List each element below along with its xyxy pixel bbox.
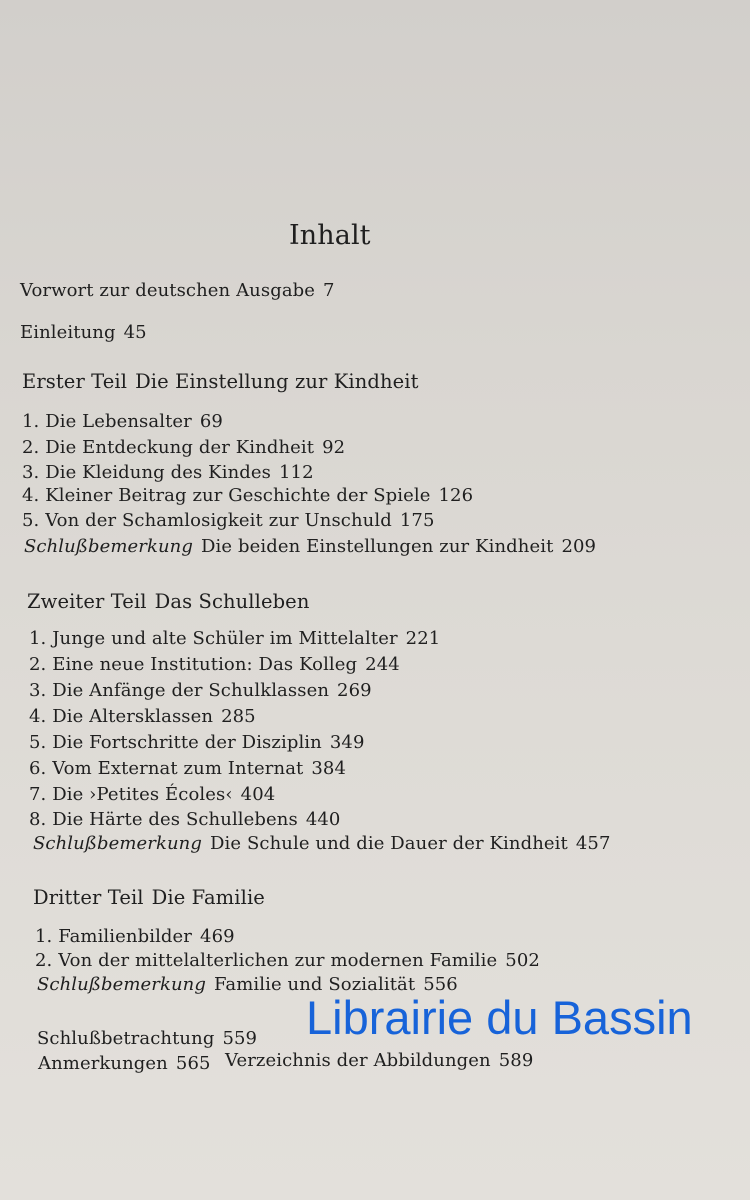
entry-label: Vorwort zur deutschen Ausgabe — [20, 280, 316, 301]
page-number: 269 — [337, 680, 372, 701]
chapter-number: 8. — [29, 809, 47, 830]
part-heading-3 — [33, 886, 265, 909]
chapter-number: 1. — [35, 926, 53, 947]
chapter-number: 6. — [29, 758, 47, 779]
chapter-number: 3. — [29, 680, 47, 701]
page-number: 126 — [438, 485, 474, 506]
toc-entry — [22, 437, 345, 458]
entry-label: Anmerkungen — [38, 1053, 168, 1074]
toc-entry — [29, 680, 372, 701]
page-number: 45 — [123, 322, 147, 343]
entry-label: Familienbilder — [58, 926, 193, 947]
part-subtitle: Die Einstellung zur Kindheit — [135, 370, 419, 393]
toc-entry — [22, 411, 223, 432]
chapter-number: 4. — [29, 706, 47, 727]
part-heading-2 — [27, 590, 309, 613]
toc-entry-closing — [24, 536, 596, 557]
page-number: 175 — [399, 510, 435, 531]
page-number: 440 — [305, 809, 341, 830]
entry-label: Schlußbetrachtung — [37, 1028, 215, 1049]
chapter-number: 7. — [29, 784, 47, 805]
toc-entry — [29, 706, 256, 727]
toc-entry-vorwort — [20, 280, 335, 301]
page-number: 469 — [200, 926, 235, 947]
part-subtitle: Die Familie — [151, 886, 265, 909]
chapter-number: 1. — [29, 628, 47, 649]
toc-entry — [22, 485, 473, 506]
toc-entry-anmerkungen — [38, 1053, 211, 1074]
entry-label: Familie und Sozialität — [214, 974, 416, 995]
toc-entry — [29, 628, 440, 649]
part-label: Dritter Teil — [33, 886, 144, 909]
page-number: 349 — [329, 732, 365, 753]
toc-entry — [22, 462, 314, 483]
entry-label: Die Entdeckung der Kindheit — [45, 437, 315, 458]
entry-label: Die ›Petites Écoles‹ — [52, 784, 233, 805]
entry-label: Kleiner Beitrag zur Geschichte der Spiele — [45, 485, 431, 506]
chapter-number: 1. — [22, 411, 40, 432]
part-label: Erster Teil — [22, 370, 128, 393]
toc-entry — [29, 758, 346, 779]
watermark: Librairie du Bassin — [306, 991, 693, 1044]
page-number: 69 — [199, 411, 223, 432]
chapter-number: 3. — [22, 462, 40, 483]
page-number: 589 — [498, 1050, 534, 1071]
chapter-number: 2. — [35, 950, 53, 971]
page-number: 502 — [505, 950, 540, 971]
page-number: 244 — [365, 654, 400, 675]
chapter-number: 2. — [29, 654, 47, 675]
chapter-number: 4. — [22, 485, 40, 506]
entry-label: Die Härte des Schullebens — [52, 809, 298, 830]
toc-entry-einleitung — [20, 322, 147, 343]
entry-label: Eine neue Institution: Das Kolleg — [52, 654, 358, 675]
page-number: 285 — [221, 706, 256, 727]
toc-entry — [29, 732, 365, 753]
entry-label: Die Schule und die Dauer der Kindheit — [210, 833, 568, 854]
entry-label: Die Anfänge der Schulklassen — [52, 680, 330, 701]
page-number: 7 — [323, 280, 335, 301]
entry-label: Einleitung — [20, 322, 116, 343]
toc-entry-abbildungen — [225, 1050, 533, 1071]
entry-label: Die Lebensalter — [45, 411, 192, 432]
toc-entry — [29, 809, 340, 830]
closing-label: Schlußbemerkung — [37, 974, 206, 995]
entry-label: Die Fortschritte der Disziplin — [52, 732, 322, 753]
entry-label: Von der Schamlosigkeit zur Unschuld — [45, 510, 392, 531]
toc-entry — [35, 926, 235, 947]
part-subtitle: Das Schulleben — [154, 590, 310, 613]
page-number: 384 — [311, 758, 347, 779]
page-number: 565 — [175, 1053, 211, 1074]
entry-label: Die Altersklassen — [52, 706, 214, 727]
chapter-number: 5. — [29, 732, 47, 753]
entry-label: Vom Externat zum Internat — [52, 758, 304, 779]
part-heading-1 — [22, 370, 419, 393]
page-number: 92 — [322, 437, 346, 458]
entry-label: Die Kleidung des Kindes — [45, 462, 271, 483]
toc-entry — [22, 510, 435, 531]
entry-label: Die beiden Einstellungen zur Kindheit — [201, 536, 554, 557]
closing-label: Schlußbemerkung — [24, 536, 193, 557]
toc-entry-closing — [33, 833, 611, 854]
page-number: 556 — [423, 974, 458, 995]
closing-label: Schlußbemerkung — [33, 833, 202, 854]
chapter-number: 5. — [22, 510, 40, 531]
part-label: Zweiter Teil — [27, 590, 147, 613]
toc-entry-schlussbetrachtung — [37, 1028, 257, 1049]
page-number: 457 — [575, 833, 611, 854]
page-number: 559 — [222, 1028, 258, 1049]
page-number: 209 — [561, 536, 597, 557]
entry-label: Verzeichnis der Abbildungen — [225, 1050, 491, 1071]
page-number: 221 — [405, 628, 441, 649]
toc-entry — [35, 950, 540, 971]
page-number: 404 — [240, 784, 276, 805]
entry-label: Von der mittelalterlichen zur modernen Familie — [58, 950, 498, 971]
page-number: 112 — [278, 462, 314, 483]
chapter-number: 2. — [22, 437, 40, 458]
page-title: Inhalt — [289, 220, 371, 251]
entry-label: Junge und alte Schüler im Mittelalter — [52, 628, 398, 649]
toc-entry — [29, 784, 275, 805]
toc-entry — [29, 654, 400, 675]
